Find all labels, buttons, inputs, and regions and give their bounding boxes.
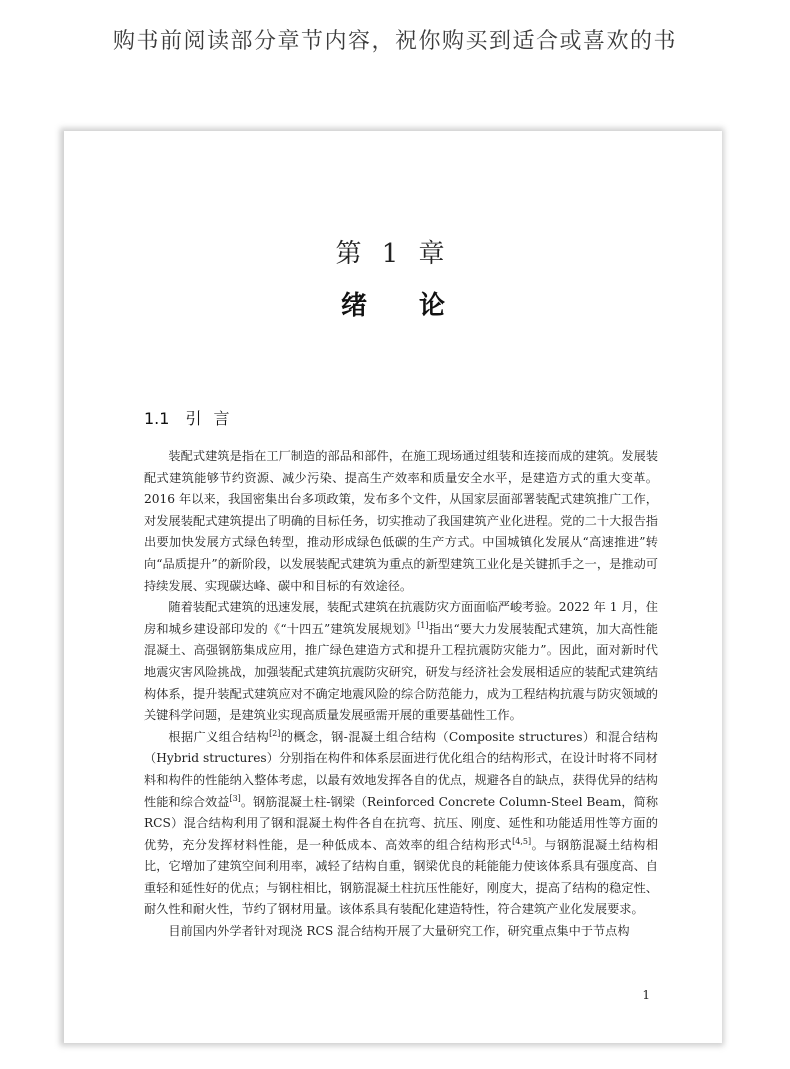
citation-ref: [2] [269,728,281,738]
body-text [144,446,658,943]
paragraph-3-text-c: 。钢筋混凝土柱-钢梁（Reinforced Concrete Column-Steel Beam，简称 RCS）混合结构利用了钢和混凝土构件各自在抗弯、抗压、刚度、延性和功能适用性等方面的优势，充分发挥材料性能，是一种低成本、高效率的组合结构形式 [144,794,659,852]
paragraph-2-text-a: 随着装配式建筑的迅速发展，装配式建筑在抗震防灾方面面临严峻考验。2022 年 1 月，住房和城乡建设部印发的《“十四五”建筑发展规划》 [144,600,658,636]
paragraph-3 [144,727,658,921]
section-number: 1.1 [144,409,170,428]
paragraph-3-text-b: 的概念，钢-混凝土组合结构（Composite structures）和混合结构（Hybrid structures）分别指在构件和体系层面进行优化组合的结构形式，在设计时将不同材料和构件的性能纳入整体考虑，以最有效地发挥各自的优点，规避各自的缺点，获得优异的结构性能和综合效益 [144,729,658,809]
paragraph-3-text-a: 根据广义组合结构 [168,729,270,744]
chapter-title: 绪论 [340,291,497,321]
page-number: 1 [642,988,650,1002]
book-page [64,131,722,1043]
paragraph-3-text-d: 。与钢筋混凝土结构相比，它增加了建筑空间利用率，减轻了结构自重，钢梁优良的耗能能力使该体系具有强度高、自重轻和延性好的优点；与钢柱相比，钢筋混凝土柱抗压性能好，刚度大，提高了结构的稳定性、耐久性和耐火性，节约了钢材用量。该体系具有装配化建造特性，符合建筑产业化发展要求。 [144,837,659,917]
section-title: 引言 [185,409,242,428]
top-banner: 购书前阅读部分章节内容，祝你购买到适合或喜欢的书 [112,29,677,54]
paragraph-1: 装配式建筑是指在工厂制造的部品和部件，在施工现场通过组装和连接而成的建筑。发展装配式建筑能够节约资源、减少污染、提高生产效率和质量安全水平，是建造方式的重大变革。2016 年以来，我国密集出台多项政策，发布多个文件，从国家层面部署装配式建筑推广工作，对发展装配式建筑提出了明确的目标任务，切实推动了我国建筑产业化进程。党的二十大报告指出要加快发展方式绿色转型，推动形成绿色低碳的生产方式。中国城镇化发展从“高速推进”转向“品质提升”的新阶段，以发展装配式建筑为重点的新型建筑工业化是关键抓手之一，是推动可持续发展、实现碳达峰、碳中和目标的有效途径。 [144,449,658,593]
citation-ref: [1] [417,620,429,630]
paragraph-2 [144,597,658,727]
paragraph-4: 目前国内外学者针对现浇 RCS 混合结构开展了大量研究工作，研究重点集中于节点构 [168,924,630,939]
citation-ref: [3] [229,793,241,803]
chapter-number: 第 1 章 [335,239,451,269]
paragraph-2-text-b: 指出“要大力发展装配式建筑，加大高性能混凝土、高强钢筋集成应用，推广绿色建造方式和提升工程抗震防灾能力”。因此，面对新时代地震灾害风险挑战，加强装配式建筑抗震防灾研究，研发与经济社会发展相适应的装配式建筑结构体系，提升装配式建筑应对不确定地震风险的综合防范能力，成为工程结构抗震与防灾领域的关键科学问题，是建筑业实现高质量发展亟需开展的重要基础性工作。 [144,621,658,723]
section-heading [144,406,241,429]
citation-ref: [4,5] [512,836,532,846]
